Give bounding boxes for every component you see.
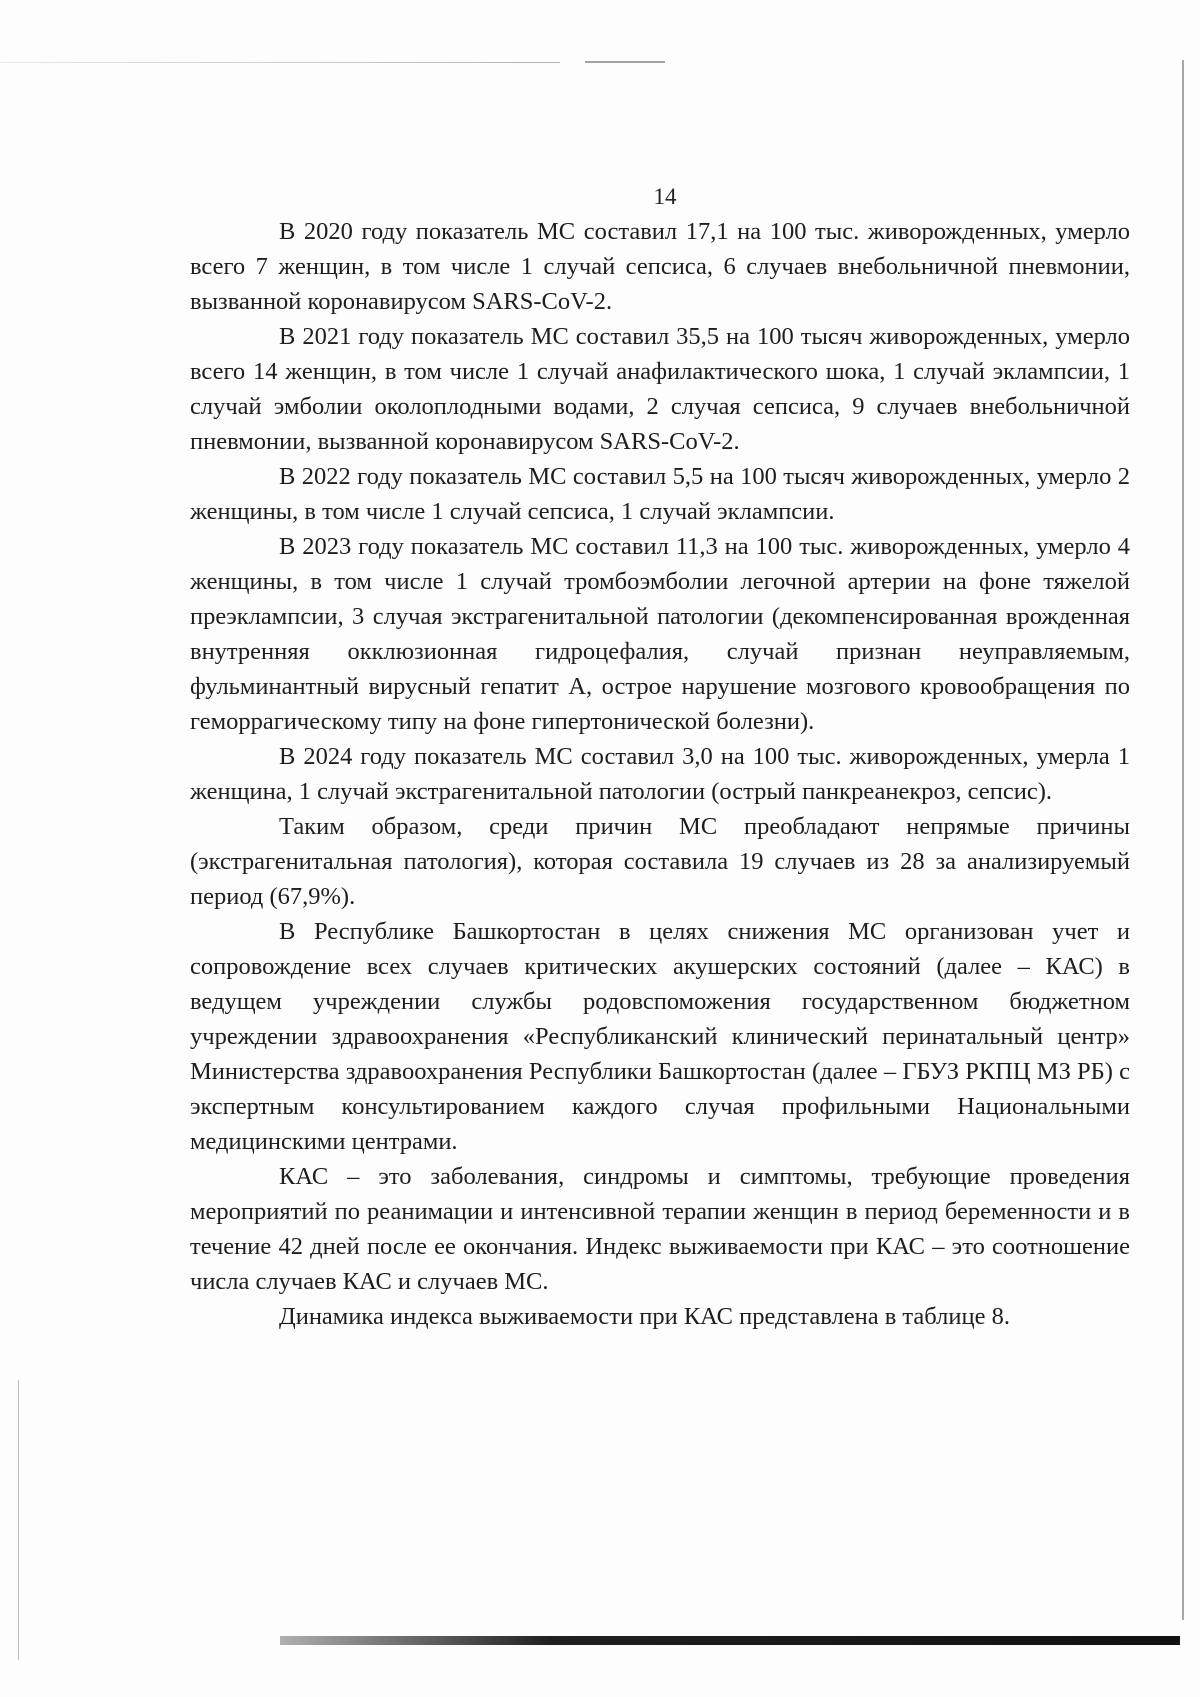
scan-artifact-bottom-bar bbox=[280, 1636, 1180, 1645]
paragraph-2022: В 2022 году показатель МС составил 5,5 на 100 тысяч живорожденных, умерло 2 женщины, в том числе 1 случай сепсиса, 1 случай эклампсии. bbox=[190, 463, 1130, 525]
scan-artifact-right-edge bbox=[1182, 60, 1184, 1620]
paragraph-table-reference: Динамика индекса выживаемости при КАС представлена в таблице 8. bbox=[279, 1303, 1010, 1330]
paragraph-summary: Таким образом, среди причин МС преобладают непрямые причины (экстрагенитальная патология), которая составила 19 случаев из 28 за анализируемый период (67,9%). bbox=[190, 813, 1130, 910]
paragraph-kas-organization: В Республике Башкортостан в целях снижения МС организован учет и сопровождение всех случаев критических акушерских состояний (далее – КАС) в ведущем учреждении службы родовспоможения государственном бюджетном учреждении здравоохранения «Республиканский клинический перинатальный центр» Министерства здравоохранения Республики Башкортостан (далее – ГБУЗ РКПЦ МЗ РБ) с экспертным консультированием каждого случая профильными Национальными медицинскими центрами. bbox=[190, 918, 1130, 1155]
page-number: 14 bbox=[653, 184, 677, 209]
paragraph-kas-definition: КАС – это заболевания, синдромы и симптомы, требующие проведения мероприятий по реанимации и интенсивной терапии женщин в период беременности и в течение 42 дней после ее окончания. Индекс выживаемости при КАС – это соотношение числа случаев КАС и случаев МС. bbox=[190, 1163, 1130, 1295]
scan-artifact-top-line bbox=[0, 62, 560, 63]
paragraph-2020: В 2020 году показатель МС составил 17,1 на 100 тыс. живорожденных, умерло всего 7 женщин, в том числе 1 случай сепсиса, 6 случаев внебольничной пневмонии, вызванной коронавирусом SARS-CoV-2. bbox=[190, 218, 1130, 315]
paragraph-2021: В 2021 году показатель МС составил 35,5 на 100 тысяч живорожденных, умерло всего 14 женщин, в том числе 1 случай анафилактического шока, 1 случай эклампсии, 1 случай эмболии околоплодными водами, 2 случая сепсиса, 9 случаев внебольничной пневмонии, вызванной коронавирусом SARS-CoV-2. bbox=[190, 323, 1130, 455]
scan-artifact-top-mark bbox=[585, 61, 665, 63]
scan-artifact-left-edge bbox=[18, 1380, 19, 1660]
paragraph-2023: В 2023 году показатель МС составил 11,3 на 100 тыс. живорожденных, умерло 4 женщины, в том числе 1 случай тромбоэмболии легочной артерии на фоне тяжелой преэклампсии, 3 случая экстрагенитальной патологии (декомпенсированная врожденная внутренняя окклюзионная гидроцефалия, случай признан неуправляемым, фульминантный вирусный гепатит А, острое нарушение мозгового кровообращения по геморрагическому типу на фоне гипертонической болезни). bbox=[190, 533, 1130, 735]
document-body bbox=[190, 214, 1130, 1334]
paragraph-2024: В 2024 году показатель МС составил 3,0 на 100 тыс. живорожденных, умерла 1 женщина, 1 случай экстрагенитальной патологии (острый панкреанекроз, сепсис). bbox=[190, 743, 1130, 805]
